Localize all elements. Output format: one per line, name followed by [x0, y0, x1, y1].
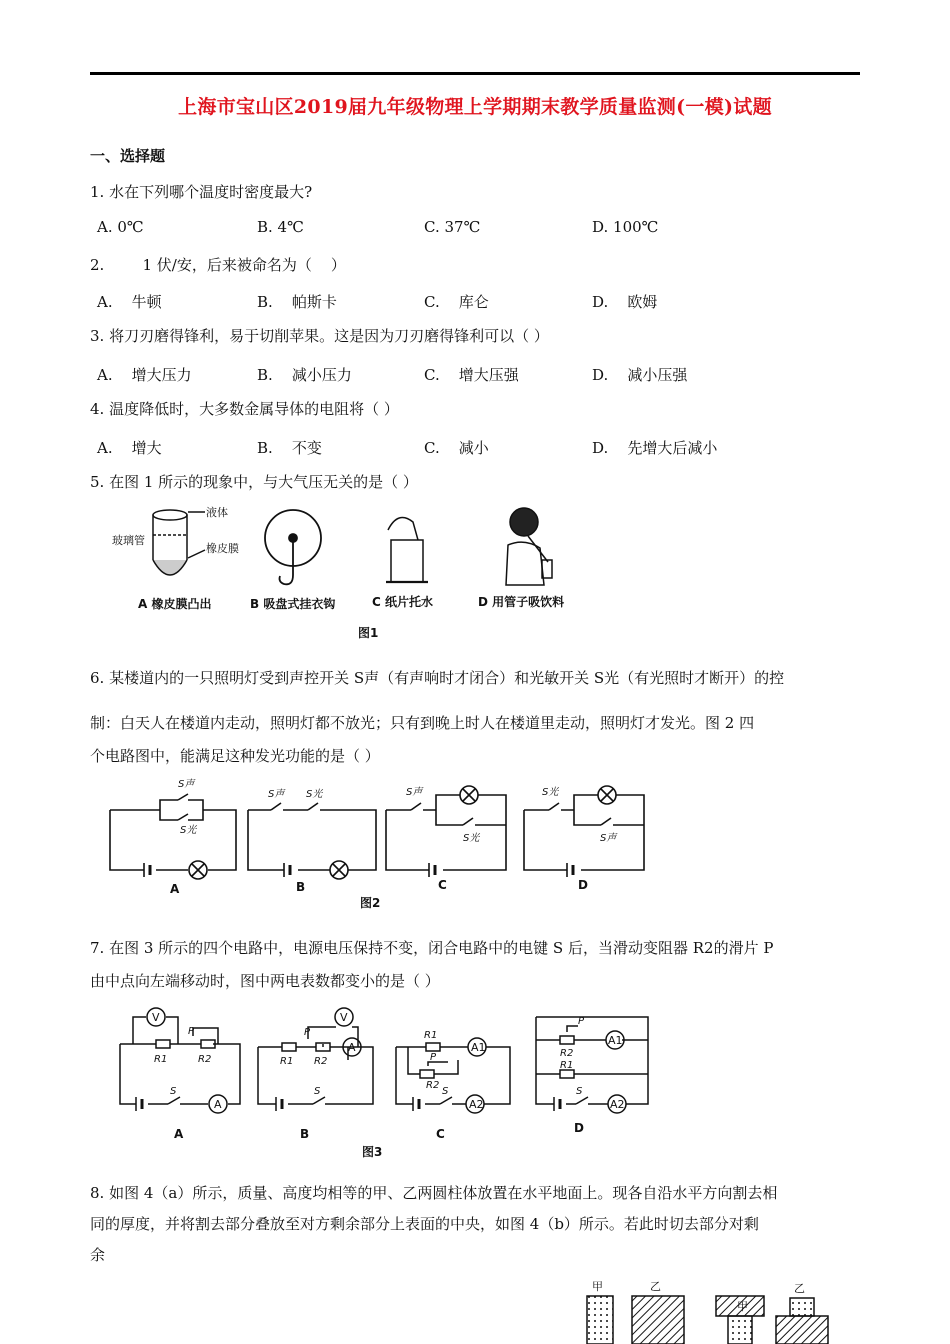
- cylinder-label-yi: 乙: [650, 1280, 661, 1293]
- question-4: 4. 温度降低时，大多数金属导体的电阻将（ ）: [90, 400, 399, 418]
- slider-label: P: [188, 1026, 195, 1037]
- key-label: S: [576, 1086, 583, 1097]
- meter-label: A: [348, 1041, 356, 1054]
- circuit-label-c: C: [436, 1127, 445, 1141]
- caption-d: D 用管子吸饮料: [478, 595, 565, 609]
- circuit-label-a: A: [170, 882, 180, 896]
- resistor-label: R1: [280, 1056, 294, 1067]
- option-c[interactable]: C. 库仑: [424, 293, 489, 311]
- meter-label: A2: [610, 1098, 625, 1111]
- cylinder-label-jia: 甲: [592, 1280, 603, 1293]
- question-2: 2. 1 伏/安，后来被命名为（ ）: [90, 256, 346, 274]
- switch-label: S光: [463, 833, 480, 844]
- circuit-c: [396, 1038, 510, 1113]
- page-title: 上海市宝山区2019届九年级物理上学期期末教学质量监测(一模)试题: [178, 96, 772, 118]
- circuit-label-b: B: [296, 880, 306, 894]
- switch-label: S声: [268, 789, 285, 800]
- option-b[interactable]: B. 帕斯卡: [257, 293, 337, 311]
- cylinder-jia-remaining: [728, 1316, 752, 1344]
- question-3: 3. 将刀刃磨得锋利，易于切削苹果。这是因为刀刃磨得锋利可以（ ）: [90, 327, 549, 345]
- option-d[interactable]: D. 先增大后减小: [592, 439, 718, 457]
- question-6-line-3: 个电路图中，能满足这种发光功能的是（ ）: [90, 747, 380, 765]
- question-1: 1. 水在下列哪个温度时密度最大?: [90, 183, 313, 201]
- question-4-options: [97, 437, 857, 461]
- resistor-label: R1: [424, 1030, 438, 1041]
- caption-a: A 橡皮膜凸出: [138, 597, 212, 611]
- cylinder-yi-remaining: [776, 1316, 828, 1344]
- slider-label: P: [578, 1016, 585, 1027]
- option-d[interactable]: D. 100℃: [592, 218, 659, 236]
- cylinder-yi: [632, 1296, 684, 1344]
- option-a[interactable]: A. 牛顿: [97, 293, 162, 311]
- slider-label: P: [304, 1027, 311, 1038]
- question-7-line-1: 7. 在图 3 所示的四个电路中，电源电压保持不变，闭合电路中的电键 S 后，当滑动变阻器 R2的滑片 P: [90, 939, 774, 957]
- label-glass-tube: 玻璃管: [112, 534, 145, 547]
- question-2-options: [97, 291, 857, 315]
- key-label: S: [442, 1086, 449, 1097]
- label-membrane: 橡皮膜: [206, 542, 239, 555]
- circuit-label-a: A: [174, 1127, 184, 1141]
- figure-4: [580, 1276, 850, 1344]
- section-heading: 一、选择题: [90, 147, 166, 165]
- circuit-d: [536, 1017, 648, 1113]
- meter-label: A: [214, 1098, 222, 1111]
- resistor-label: R2: [198, 1054, 212, 1065]
- switch-label: S光: [306, 789, 323, 800]
- option-c[interactable]: C. 减小: [424, 439, 489, 457]
- question-6-line-2: 制：白天人在楼道内走动，照明灯都不放光；只有到晚上时人在楼道里走动，照明灯才发光。图 2 四: [90, 714, 755, 732]
- option-a[interactable]: A. 增大压力: [97, 366, 192, 384]
- cylinder-jia: [587, 1296, 613, 1344]
- switch-label: S光: [542, 787, 559, 798]
- circuit-a: [110, 794, 236, 879]
- cup-paper-illustration: [386, 518, 428, 583]
- boy-straw-illustration: [506, 508, 552, 585]
- cylinder-label-jia: 甲: [737, 1300, 748, 1313]
- meter-label: A2: [469, 1098, 484, 1111]
- option-a[interactable]: A. 增大: [97, 439, 162, 457]
- switch-label: S声: [178, 779, 195, 790]
- caption-c: C 纸片托水: [372, 595, 433, 609]
- stacked-piece: [790, 1298, 814, 1316]
- circuit-a: [120, 1008, 240, 1113]
- meter-label: A1: [471, 1041, 486, 1054]
- figure-1: [108, 500, 588, 645]
- suction-cup-illustration: [265, 510, 321, 584]
- option-b[interactable]: B. 4℃: [257, 218, 304, 236]
- option-d[interactable]: D. 减小压强: [592, 366, 688, 384]
- option-c[interactable]: C. 37℃: [424, 218, 481, 236]
- figure-1-title: 图1: [358, 626, 379, 640]
- question-8-line-1: 8. 如图 4（a）所示，质量、高度均相等的甲、乙两圆柱体放置在水平地面上。现各自沿水平方向割去相: [90, 1184, 778, 1202]
- circuit-b: [248, 803, 376, 879]
- option-d[interactable]: D. 欧姆: [592, 293, 658, 311]
- glass-tube-illustration: [153, 510, 205, 575]
- figure-2: [108, 775, 668, 915]
- question-1-options: [97, 218, 857, 242]
- slider-label: P: [430, 1052, 437, 1063]
- circuit-label-c: C: [438, 878, 447, 892]
- resistor-label: R1: [154, 1054, 168, 1065]
- option-a[interactable]: A. 0℃: [97, 218, 144, 236]
- question-8-line-2: 同的厚度，并将割去部分叠放至对方剩余部分上表面的中央，如图 4（b）所示。若此时切去部分对剩: [90, 1215, 759, 1233]
- question-7-line-2: 由中点向左端移动时，图中两电表数都变小的是（ ）: [90, 972, 440, 990]
- meter-label: A1: [608, 1034, 623, 1047]
- resistor-label: R1: [560, 1060, 574, 1071]
- top-rule: [90, 72, 860, 75]
- figure-2-title: 图2: [360, 896, 381, 910]
- circuit-c: [386, 786, 506, 877]
- circuit-d: [524, 786, 644, 877]
- key-label: S: [170, 1086, 177, 1097]
- meter-label: V: [152, 1011, 160, 1024]
- circuit-label-d: D: [574, 1121, 584, 1135]
- circuit-label-d: D: [578, 878, 588, 892]
- caption-b: B 吸盘式挂衣钩: [250, 597, 336, 611]
- key-label: S: [314, 1086, 321, 1097]
- figure-3: [108, 1002, 668, 1162]
- label-liquid: 液体: [206, 506, 228, 519]
- option-c[interactable]: C. 增大压强: [424, 366, 519, 384]
- resistor-label: R2: [560, 1048, 574, 1059]
- switch-label: S光: [180, 825, 197, 836]
- question-6-line-1: 6. 某楼道内的一只照明灯受到声控开关 S声（有声响时才闭合）和光敏开关 S光（有光照时才断开）的控: [90, 669, 785, 687]
- switch-label: S声: [600, 833, 617, 844]
- circuit-label-b: B: [300, 1127, 310, 1141]
- question-3-options: [97, 364, 857, 388]
- question-8-line-3: 余: [90, 1246, 106, 1264]
- meter-label: V: [340, 1011, 348, 1024]
- option-b[interactable]: B. 减小压力: [257, 366, 352, 384]
- switch-label: S声: [406, 787, 423, 798]
- option-b[interactable]: B. 不变: [257, 439, 322, 457]
- figure-3-title: 图3: [362, 1145, 383, 1159]
- question-5: 5. 在图 1 所示的现象中，与大气压无关的是（ ）: [90, 473, 418, 491]
- resistor-label: R2: [426, 1080, 440, 1091]
- resistor-label: R2: [314, 1056, 328, 1067]
- cylinder-label-yi: 乙: [794, 1282, 805, 1295]
